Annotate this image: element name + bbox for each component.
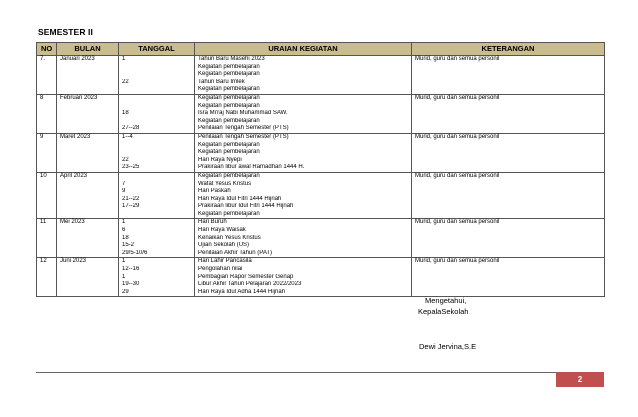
column-header-tanggal: TANGGAL: [119, 43, 195, 56]
cell-uraian-line: Libur Akhir Tahun Pelajaran 2022/2023: [198, 281, 302, 288]
cell-uraian-line: Hari Raya Idul Fitri 1444 Hijriah: [198, 195, 282, 202]
cell-tanggal-line: [122, 86, 194, 94]
column-header-uraian: URAIAN KEGIATAN: [195, 43, 412, 56]
signature-name: Dewi Jervina,S.E: [419, 342, 477, 351]
cell-bulan: Februari 2023: [57, 94, 119, 133]
cell-uraian-line: Tahun Baru Imlek: [198, 78, 245, 85]
cell-keterangan: Murid, guru dan semua personil: [412, 258, 605, 297]
cell-tanggal-line: 12--16: [122, 266, 140, 273]
cell-uraian-line: Kegiatan pembelajaran: [198, 149, 260, 156]
cell-uraian: [195, 172, 412, 219]
cell-keterangan: Murid, guru dan semua personil: [412, 94, 605, 133]
table-row: [37, 56, 605, 95]
cell-uraian-line: Hari Buruh: [198, 219, 227, 226]
cell-uraian-line: Prakiraan libur Idul Fitri 1444 Hijriah: [198, 203, 294, 210]
cell-tanggal-line: 9: [122, 188, 126, 195]
cell-uraian-line: Hari Raya Idul Adha 1444 Hijriah: [198, 288, 286, 295]
cell-keterangan: Murid, guru dan semua personil: [412, 219, 605, 258]
semester-heading: SEMESTER II: [38, 27, 93, 37]
cell-uraian-line: Penilaian Tengah Semester (PTS): [198, 125, 289, 132]
table-row: [37, 258, 605, 297]
page-number: 2: [556, 372, 604, 387]
cell-uraian-line: Kegiatan pembelajaran: [198, 117, 260, 124]
cell-uraian-line: Wafat Yesus Kristus: [198, 180, 252, 187]
cell-tanggal: [119, 219, 195, 258]
cell-tanggal-line: 1--4: [122, 133, 133, 140]
cell-tanggal: [119, 172, 195, 219]
cell-tanggal-line: 29: [122, 288, 129, 295]
cell-tanggal-line: 22: [122, 156, 129, 163]
cell-tanggal-line: 7: [122, 180, 126, 187]
cell-tanggal-line: [122, 95, 194, 103]
cell-no: 9: [37, 133, 57, 172]
cell-uraian-line: Hari Paskah: [198, 188, 231, 195]
cell-tanggal: [119, 133, 195, 172]
cell-no: 10: [37, 172, 57, 219]
cell-tanggal-line: [122, 149, 194, 157]
cell-tanggal-line: 18: [122, 234, 129, 241]
cell-tanggal-line: [122, 71, 194, 79]
cell-uraian-line: Kegiatan pembelajaran: [198, 86, 260, 93]
cell-bulan: Maret 2023: [57, 133, 119, 172]
footer-rule: [36, 372, 556, 373]
cell-tanggal-line: [122, 103, 194, 111]
column-header-keterangan: KETERANGAN: [412, 43, 605, 56]
cell-keterangan: Murid, guru dan semua personil: [412, 172, 605, 219]
cell-tanggal: [119, 94, 195, 133]
cell-tanggal-line: [122, 173, 194, 181]
cell-uraian-line: Kegiatan pembelajaran: [198, 94, 260, 101]
signature-title: KepalaSekolah: [418, 307, 469, 316]
cell-tanggal-line: 22: [122, 78, 129, 85]
table-row: [37, 219, 605, 258]
cell-uraian-line: Kenaikan Yesus Kristus: [198, 234, 261, 241]
cell-tanggal-line: [122, 211, 194, 219]
cell-uraian: [195, 94, 412, 133]
cell-tanggal: [119, 56, 195, 95]
schedule-table: [36, 42, 605, 297]
cell-uraian-line: Kegiatan pembelajaran: [198, 141, 260, 148]
cell-tanggal-line: 1: [122, 273, 126, 280]
cell-tanggal-line: [122, 118, 194, 126]
cell-uraian-line: Penilaian Akhir Tahun (PAT): [198, 249, 273, 256]
table-row: [37, 172, 605, 219]
table-body: [37, 56, 605, 297]
cell-uraian: [195, 56, 412, 95]
cell-uraian-line: Kegiatan pembelajaran: [198, 71, 260, 78]
cell-uraian-line: Kegiatan pembelajaran: [198, 63, 260, 70]
column-header-bulan: BULAN: [57, 43, 119, 56]
cell-uraian-line: Kegiatan pembelajaran: [198, 102, 260, 109]
cell-tanggal-line: [122, 64, 194, 72]
cell-tanggal-line: 29/5-10/6: [122, 249, 148, 256]
cell-no: 11: [37, 219, 57, 258]
cell-uraian-line: Hari Raya Nyepi: [198, 156, 242, 163]
column-header-no: NO: [37, 43, 57, 56]
cell-tanggal-line: 6: [122, 227, 126, 234]
cell-uraian-line: Isra Mi'raj Nabi Muhammad SAW.: [198, 110, 288, 117]
cell-bulan: Januari 2023: [57, 56, 119, 95]
cell-tanggal-line: 1: [122, 219, 126, 226]
cell-uraian-line: Ujian Sekolah (US): [198, 242, 250, 249]
signature-acknowledged: Mengetahui,: [425, 296, 467, 305]
cell-uraian: [195, 133, 412, 172]
cell-uraian-line: Kegiatan pembelajaran: [198, 172, 260, 179]
cell-bulan: Juni 2023: [57, 258, 119, 297]
cell-tanggal-line: 15-2: [122, 242, 135, 249]
cell-uraian: [195, 258, 412, 297]
cell-tanggal-line: [122, 142, 194, 150]
cell-no: 8: [37, 94, 57, 133]
cell-tanggal-line: 19--30: [122, 281, 140, 288]
cell-tanggal-line: 17--29: [122, 203, 140, 210]
cell-tanggal-line: 1: [122, 258, 126, 265]
table-row: [37, 133, 605, 172]
cell-tanggal: [119, 258, 195, 297]
cell-uraian-line: Kegiatan pembelajaran: [198, 210, 260, 217]
cell-no: 12: [37, 258, 57, 297]
cell-uraian-line: Tahun Baru Masehi 2023: [198, 56, 265, 62]
cell-tanggal-line: 18: [122, 110, 129, 117]
cell-tanggal-line: 1: [122, 56, 126, 62]
cell-keterangan: Murid, guru dan semua personil: [412, 56, 605, 95]
cell-bulan: Mei 2023: [57, 219, 119, 258]
cell-keterangan: Murid, guru dan semua personil: [412, 133, 605, 172]
cell-uraian-line: Prakiraan libur awal Ramadhan 1444 H.: [198, 164, 305, 171]
cell-uraian-line: Hari Lahir Pancasila: [198, 258, 252, 265]
cell-uraian-line: Penilaian Tengah Semester (PTS): [198, 133, 289, 140]
cell-bulan: April 2023: [57, 172, 119, 219]
cell-uraian: [195, 219, 412, 258]
table-row: [37, 94, 605, 133]
cell-uraian-line: Pengolahan nilai: [198, 266, 243, 273]
cell-no: 7.: [37, 56, 57, 95]
cell-tanggal-line: 27--28: [122, 125, 140, 132]
table-header-row: [37, 43, 605, 56]
cell-uraian-line: Pembagian Rapor Semester Genap: [198, 273, 294, 280]
cell-uraian-line: Hari Raya Waisak: [198, 227, 246, 234]
cell-tanggal-line: 21--22: [122, 195, 140, 202]
cell-tanggal-line: 23--25: [122, 164, 140, 171]
